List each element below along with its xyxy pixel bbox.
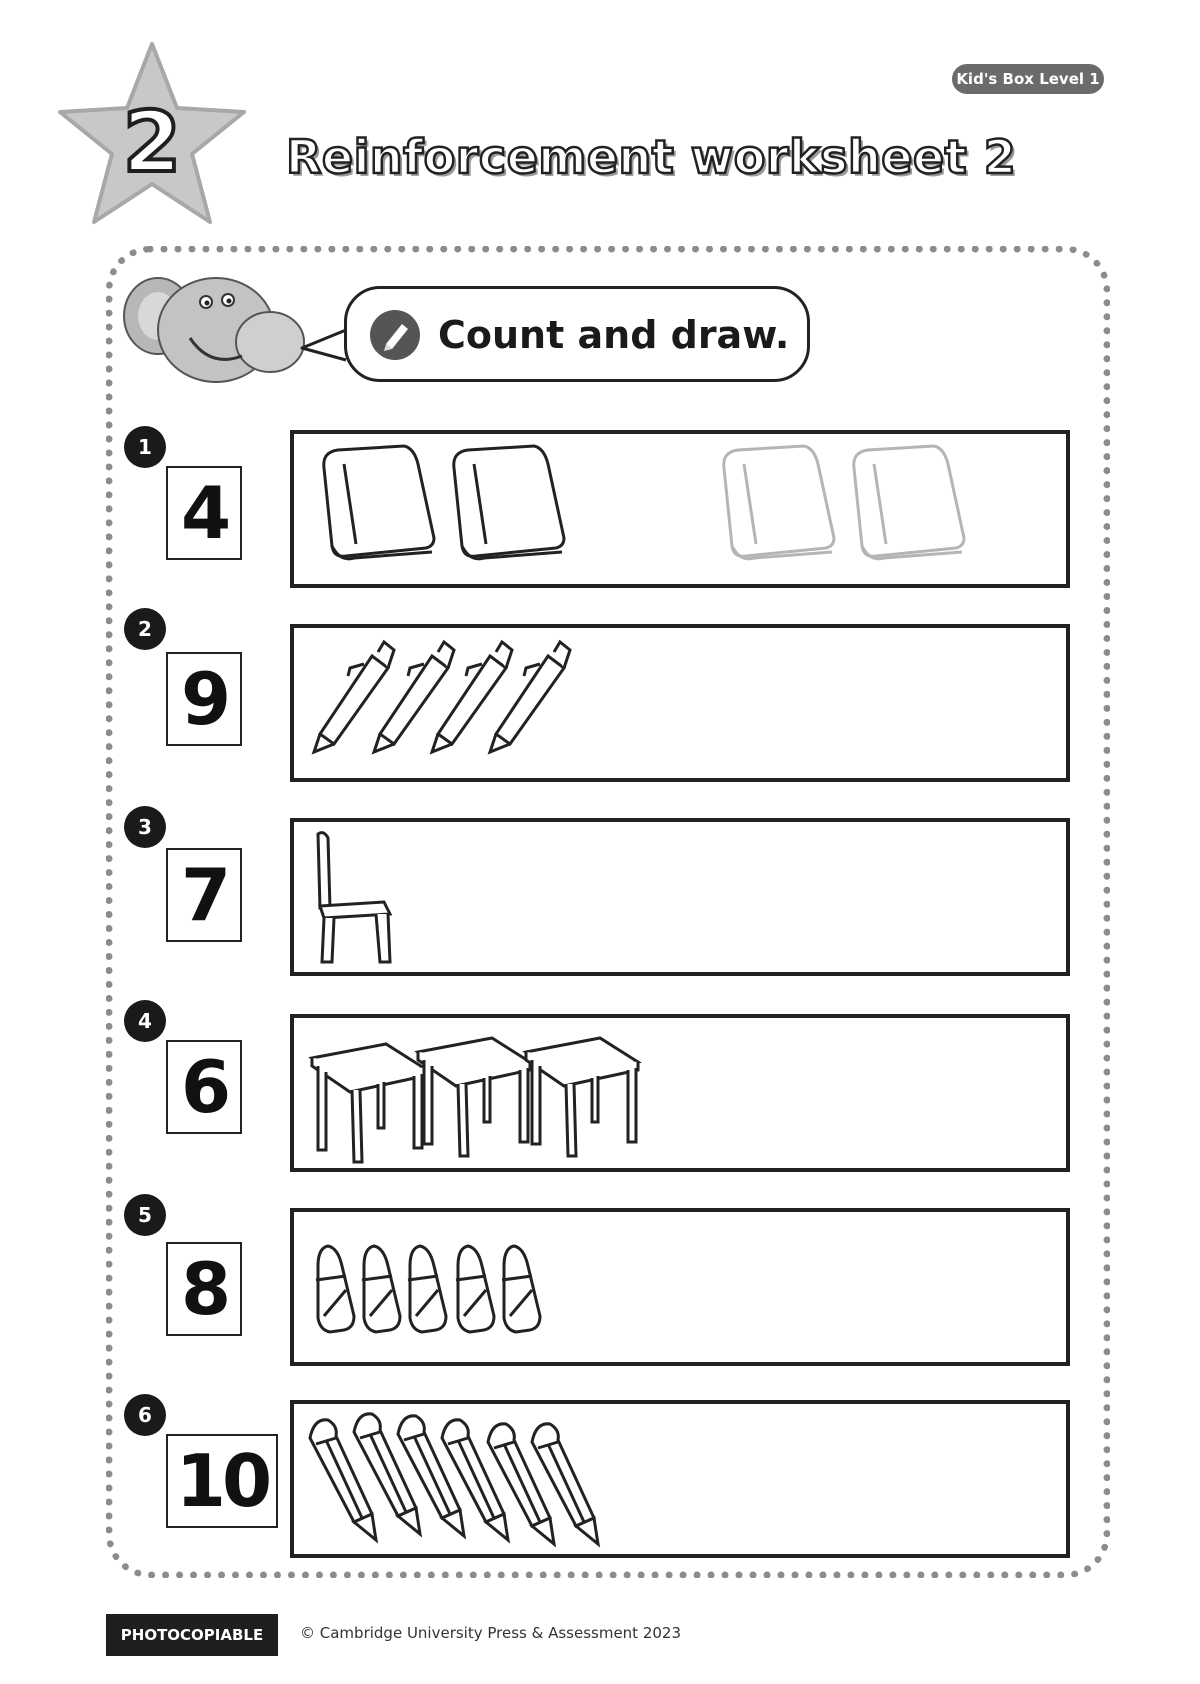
item-number-2: 2 xyxy=(124,608,166,650)
instruction-text: Count and draw. xyxy=(438,313,790,357)
pens-illustration xyxy=(294,628,1066,778)
item-number-3: 3 xyxy=(124,806,166,848)
drawing-box-4[interactable] xyxy=(290,1014,1070,1172)
book-icon xyxy=(454,446,564,559)
item-number-5: 5 xyxy=(124,1194,166,1236)
drawing-box-1[interactable] xyxy=(290,430,1070,588)
unit-star xyxy=(52,36,252,236)
item-number-1: 1 xyxy=(124,426,166,468)
rubber-icon xyxy=(408,1246,446,1332)
unit-number: 2 xyxy=(122,93,182,191)
rubber-icon xyxy=(456,1246,494,1332)
drawing-box-3[interactable] xyxy=(290,818,1070,976)
photocopiable-label: PHOTOCOPIABLE xyxy=(106,1614,278,1656)
table-icon xyxy=(312,1044,424,1162)
table-icon xyxy=(418,1038,530,1156)
target-number-1: 4 xyxy=(166,466,242,560)
speech-tail-icon xyxy=(300,326,350,366)
target-number-5: 8 xyxy=(166,1242,242,1336)
page-title: Reinforcement worksheet 2 xyxy=(286,130,1017,184)
copyright-text: © Cambridge University Press & Assessment 2023 xyxy=(300,1624,682,1642)
rubber-icon xyxy=(362,1246,400,1332)
drawing-box-2[interactable] xyxy=(290,624,1070,782)
book-icon xyxy=(324,446,434,559)
rubber-icon xyxy=(502,1246,540,1332)
tables-illustration xyxy=(294,1018,1066,1168)
rubber-icon xyxy=(316,1246,354,1332)
book-icon xyxy=(724,446,834,559)
level-badge: Kid's Box Level 1 xyxy=(952,64,1104,94)
pencils-illustration xyxy=(294,1404,1066,1554)
chair-icon xyxy=(318,833,390,962)
chair-illustration xyxy=(294,822,1066,972)
pencil-icon xyxy=(370,310,420,360)
books-illustration xyxy=(294,434,1066,584)
target-number-2: 9 xyxy=(166,652,242,746)
target-number-4: 6 xyxy=(166,1040,242,1134)
item-number-6: 6 xyxy=(124,1394,166,1436)
target-number-6: 10 xyxy=(166,1434,278,1528)
rubbers-illustration xyxy=(294,1212,1066,1362)
book-icon xyxy=(854,446,964,559)
drawing-box-5[interactable] xyxy=(290,1208,1070,1366)
pencil-badge xyxy=(370,310,420,360)
item-number-4: 4 xyxy=(124,1000,166,1042)
drawing-box-6[interactable] xyxy=(290,1400,1070,1558)
target-number-3: 7 xyxy=(166,848,242,942)
table-icon xyxy=(526,1038,638,1156)
elephant-mascot-icon xyxy=(120,268,306,398)
